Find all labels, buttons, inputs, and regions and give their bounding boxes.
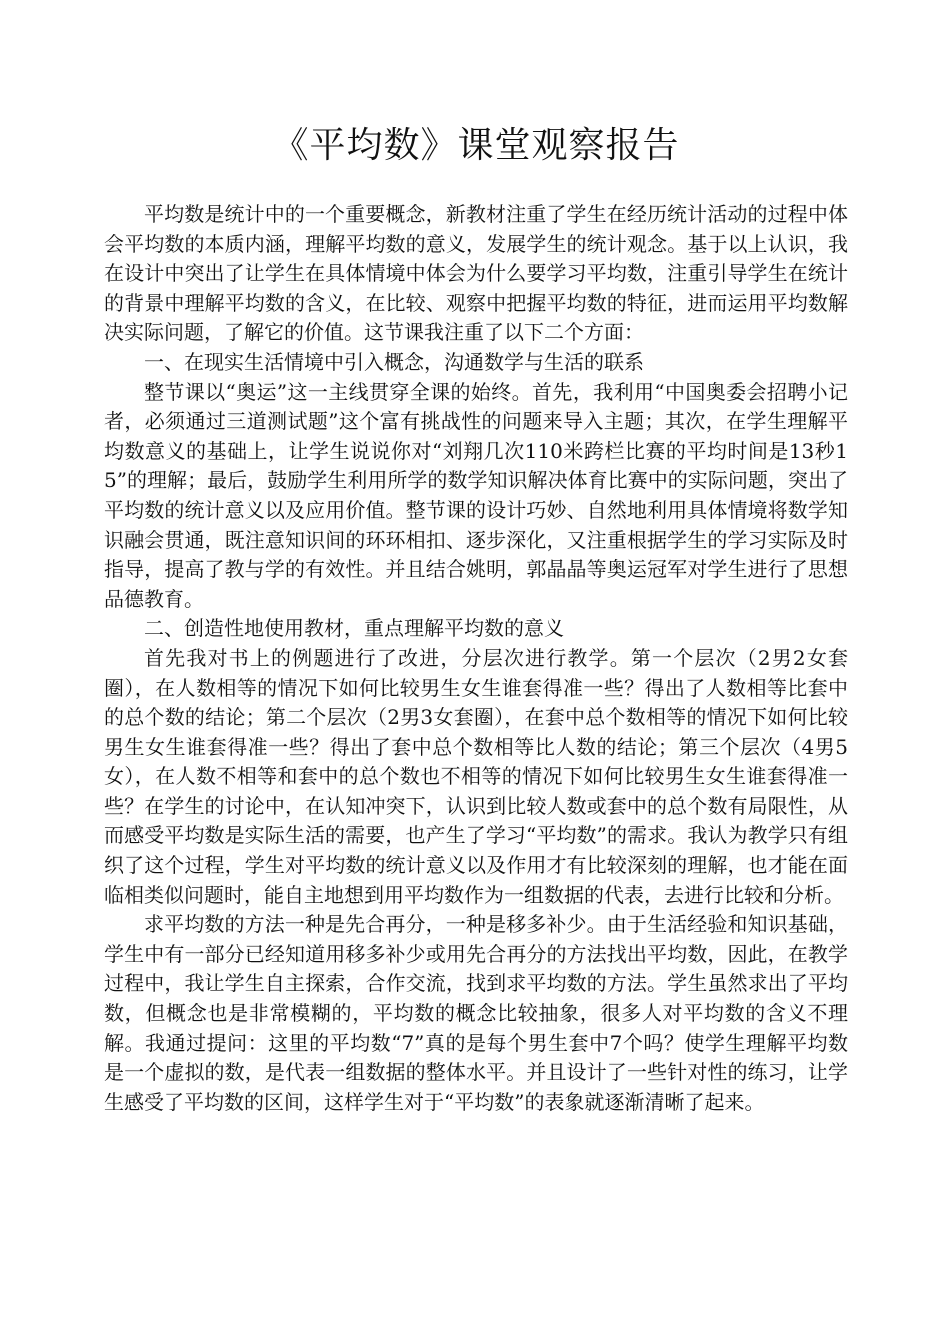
intro-paragraph: 平均数是统计中的一个重要概念，新教材注重了学生在经历统计活动的过程中体会平均数的本质内涵，理解平均数的意义，发展学生的统计观念。基于以上认识，我在设计中突出了让学生在具体情境中体会为什么要学习平均数，注重引导学生在统计的背景中理解平均数的含义，在比较、观察中把握平均数的特征，进而运用平均数解决实际问题，了解它的价值。这节课我注重了以下二个方面： — [104, 202, 848, 345]
section-heading-1: 一、在现实生活情境中引入概念，沟通数学与生活的联系 — [144, 349, 644, 374]
document-title: 《平均数》课堂观察报告 — [272, 125, 680, 166]
section-2-paragraph-1: 首先我对书上的例题进行了改进，分层次进行教学。第一个层次（2男2女套圈），在人数相等的情况下如何比较男生女生谁套得准一些？得出了人数相等比套中的总个数的结论；第二个层次（2男3女套圈），在套中总个数相等的情况下如何比较男生女生谁套得准一些？得出了套中总个数相等比人数的结论；第三个层次（4男5女），在人数不相等和套中的总个数也不相等的情况下如何比较男生女生谁套得准一些？在学生的讨论中，在认知冲突下，认识到比较人数或套中的总个数有局限性，从而感受平均数是实际生活的需要，也产生了学习“平均数”的需求。我认为教学只有组织了这个过程，学生对平均数的统计意义以及作用才有比较深刻的理解，也才能在面临相类似问题时，能自主地想到用平均数作为一组数据的代表，去进行比较和分析。 — [104, 645, 848, 907]
document-body — [104, 200, 848, 1117]
document-page — [104, 108, 848, 1117]
section-heading-2: 二、创造性地使用教材，重点理解平均数的意义 — [144, 616, 564, 641]
section-2-paragraph-2: 求平均数的方法一种是先合再分，一种是移多补少。由于生活经验和知识基础，学生中有一部分已经知道用移多补少或用先合再分的方法找出平均数，因此，在教学过程中，我让学生自主探索，合作交流，找到求平均数的方法。学生虽然求出了平均数，但概念也是非常模糊的，平均数的概念比较抽象，很多人对平均数的含义不理解。我通过提问：这里的平均数“7”真的是每个男生套中7个吗？使学生理解平均数是一个虚拟的数，是代表一组数据的整体水平。并且设计了一些针对性的练习，让学生感受了平均数的区间，这样学生对于“平均数”的表象就逐渐清晰了起来。 — [104, 912, 848, 1114]
section-1-paragraph: 整节课以“奥运”这一主线贯穿全课的始终。首先，我利用“中国奥委会招聘小记者，必须通过三道测试题”这个富有挑战性的问题来导入主题；其次，在学生理解平均数意义的基础上，让学生说说你对“刘翔几次110米跨栏比赛的平均时间是13秒15”的理解；最后，鼓励学生利用所学的数学知识解决体育比赛中的实际问题，突出了平均数的统计意义以及应用价值。整节课的设计巧妙、自然地利用具体情境将数学知识融会贯通，既注意知识间的环环相扣、逐步深化，又注重根据学生的学习实际及时指导，提高了教与学的有效性。并且结合姚明，郭晶晶等奥运冠军对学生进行了思想品德教育。 — [104, 379, 848, 611]
